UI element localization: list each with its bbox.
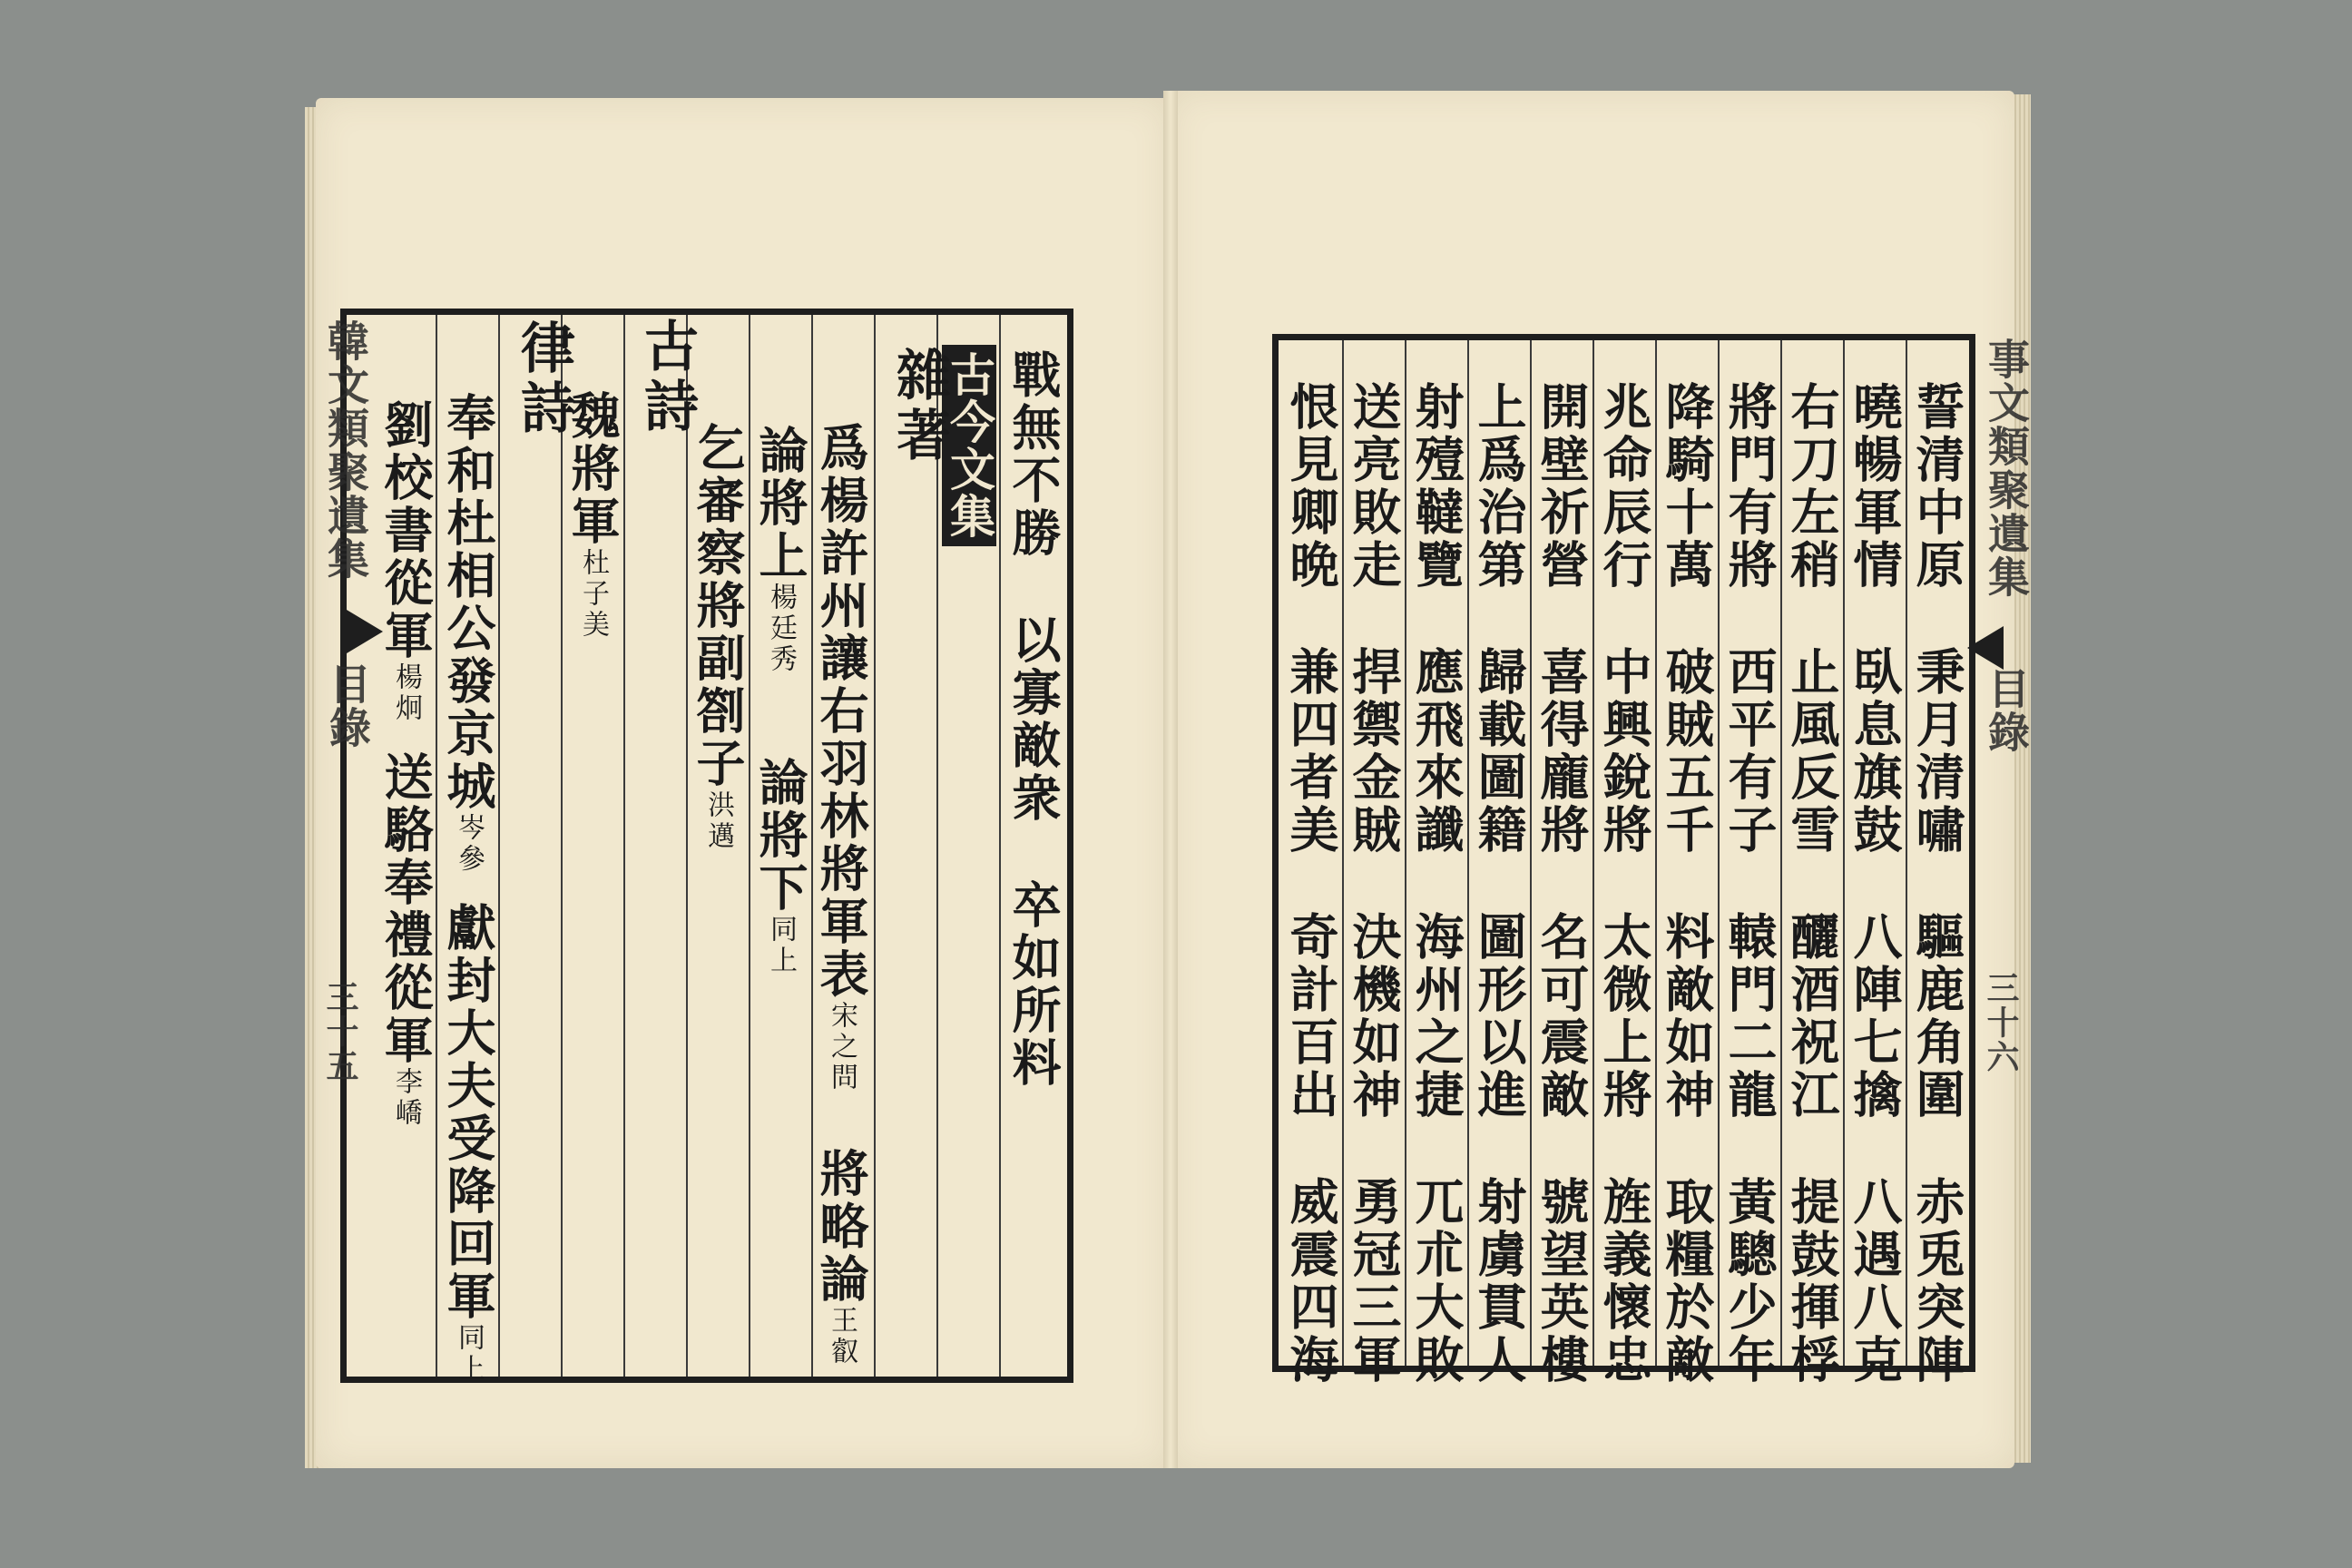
column-rule [623, 315, 625, 1377]
right-col-8: 上爲治第歸載圖籍圖形以進射虜貫人 [1470, 381, 1528, 1387]
left-col-5: 乞審察將副劄子洪邁 [689, 422, 747, 852]
column-rule [1342, 340, 1344, 1366]
left-col-10: 劉校書從軍楊炯送駱奉禮從軍李嶠 [377, 399, 435, 1129]
right-col-11: 恨見卿晩兼四者美奇計百出威震四海 [1282, 381, 1340, 1387]
right-margin-title: 事文類聚遺集 [1982, 338, 2031, 599]
column-rule [1906, 340, 1907, 1366]
column-rule [1843, 340, 1845, 1366]
right-col-1: 誓清中原秉月清嘯驅鹿角圍赤兎突陣 [1908, 381, 1966, 1387]
right-fishtail-marker [1967, 626, 2004, 670]
column-rule [498, 315, 500, 1377]
column-rule [1530, 340, 1532, 1366]
right-col-2: 曉暢軍情臥息旗鼓八陣七擒八遇八克 [1846, 381, 1904, 1387]
column-rule [874, 315, 876, 1377]
left-margin-section: 目錄 [323, 662, 372, 750]
right-col-4: 將門有將西平有子轅門二龍黃驄少年 [1720, 381, 1779, 1387]
right-col-7: 開壁祈營喜得龐將名可震敵號望英樓 [1533, 381, 1591, 1387]
left-margin-title: 韓文類聚遺集 [321, 319, 370, 581]
section-heading-lushi: 律詩 [512, 319, 575, 439]
column-rule [1467, 340, 1469, 1366]
right-col-3: 右刀左稍止風反雪釃酒祝江提鼓揮桴 [1783, 381, 1841, 1387]
left-col-1: 戰無不勝以寡敵衆卒如所料 [1004, 349, 1063, 1090]
left-col-3: 爲楊許州讓右羽林將軍表宋之問將略論王叡 [812, 422, 870, 1367]
right-col-10: 送亮敗走捍禦金賊決機如神勇冠三軍 [1345, 381, 1403, 1387]
left-margin-page-number: 三十五 [321, 980, 359, 1083]
column-rule [686, 315, 688, 1377]
column-rule [436, 315, 437, 1377]
right-margin-section: 目錄 [1982, 667, 2031, 754]
column-rule [1405, 340, 1406, 1366]
collection-label: 古今文集 [942, 345, 996, 546]
right-col-5: 降騎十萬破賊五千料敵如神取糧於敵 [1658, 381, 1716, 1387]
left-col-7: 魏將軍杜子美 [564, 390, 622, 641]
right-col-6: 兆命辰行中興銳將太微上將旌義懷忠 [1595, 381, 1653, 1387]
section-heading-zazhu: 雜著 [887, 347, 951, 466]
column-rule [561, 315, 563, 1377]
column-rule [1718, 340, 1720, 1366]
right-col-9: 射殪韃覽應飛來讖海州之捷兀朮大敗 [1407, 381, 1465, 1387]
book-gutter [1163, 91, 1178, 1468]
right-margin-page-number: 三十六 [1982, 971, 2020, 1074]
column-rule [1655, 340, 1657, 1366]
column-rule [1592, 340, 1594, 1366]
section-heading-gushi: 古詩 [635, 318, 699, 437]
left-col-4: 論將上楊廷秀論將下同上 [751, 425, 809, 976]
left-col-9: 奉和杜相公發京城岑參獻封大夫受降回軍同上 [439, 392, 497, 1385]
column-rule [1780, 340, 1782, 1366]
column-rule [749, 315, 750, 1377]
